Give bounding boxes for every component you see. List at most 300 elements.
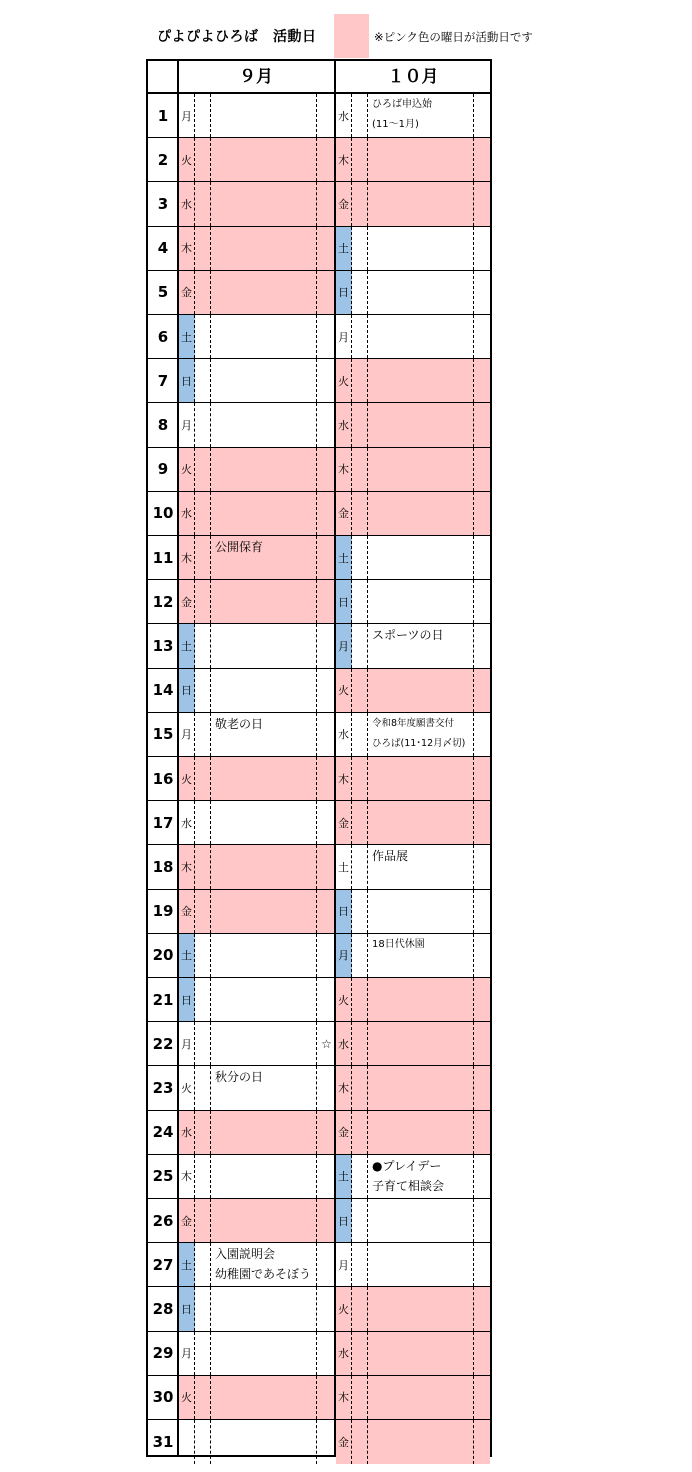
marker-cell <box>474 1287 490 1330</box>
event-cell <box>211 978 317 1021</box>
spacer-cell <box>352 669 368 712</box>
event-cell <box>368 624 474 667</box>
event-text: 18日代休園 <box>372 938 425 950</box>
event-cell <box>211 492 317 535</box>
spacer-cell <box>195 536 211 579</box>
day-row <box>148 757 490 801</box>
weekday-cell: 木 <box>179 536 195 579</box>
day-number: 22 <box>152 1034 174 1053</box>
marker-cell <box>474 227 490 270</box>
event-cell <box>211 182 317 225</box>
spacer-cell <box>195 580 211 623</box>
day-row <box>148 801 490 845</box>
spacer-cell <box>352 757 368 800</box>
column-divider <box>177 61 179 1455</box>
event-cell <box>211 624 317 667</box>
event-cell <box>211 1155 317 1198</box>
event-cell <box>211 757 317 800</box>
weekday-cell: 月 <box>179 403 195 446</box>
event-cell <box>211 1287 317 1330</box>
weekday-cell: 月 <box>179 1332 195 1375</box>
event-cell <box>368 138 474 181</box>
day-row <box>148 403 490 447</box>
day-row <box>148 1111 490 1155</box>
weekday-cell: 木 <box>336 1376 352 1419</box>
spacer-cell <box>352 801 368 844</box>
day-row <box>148 359 490 403</box>
event-cell <box>211 845 317 888</box>
spacer-cell <box>352 448 368 491</box>
event-cell <box>211 315 317 358</box>
event-cell <box>368 580 474 623</box>
weekday-cell: 水 <box>179 1111 195 1154</box>
day-row <box>148 1420 490 1464</box>
marker-cell <box>474 1243 490 1286</box>
spacer-cell <box>195 403 211 446</box>
spacer-cell <box>195 1287 211 1330</box>
spacer-cell <box>352 1111 368 1154</box>
day-number: 3 <box>157 194 169 213</box>
weekday-cell: 月 <box>179 713 195 756</box>
weekday-cell: 日 <box>179 978 195 1021</box>
spacer-cell <box>195 757 211 800</box>
event-cell <box>368 182 474 225</box>
spacer-cell <box>195 1022 211 1065</box>
spacer-cell <box>195 801 211 844</box>
event-text: 作品展 <box>372 849 409 864</box>
weekday-cell: 金 <box>179 580 195 623</box>
event-cell <box>368 448 474 491</box>
day-row <box>148 624 490 668</box>
day-number: 27 <box>152 1255 174 1274</box>
spacer-cell <box>195 359 211 402</box>
day-number: 25 <box>152 1167 174 1186</box>
event-cell <box>211 1332 317 1375</box>
weekday-cell: 土 <box>179 934 195 977</box>
event-cell <box>368 801 474 844</box>
event-cell <box>368 845 474 888</box>
day-row <box>148 1022 490 1066</box>
spacer-cell <box>352 182 368 225</box>
day-row <box>148 182 490 226</box>
weekday-cell: 土 <box>336 227 352 270</box>
marker-cell <box>474 448 490 491</box>
day-row <box>148 536 490 580</box>
spacer-cell <box>195 1420 211 1464</box>
spacer-cell <box>352 403 368 446</box>
month-header-october: １０月 <box>387 67 439 87</box>
weekday-cell: 日 <box>179 359 195 402</box>
event-cell <box>368 94 474 137</box>
marker-cell <box>474 1155 490 1198</box>
spacer-cell <box>352 1022 368 1065</box>
weekday-cell: 火 <box>179 138 195 181</box>
event-cell <box>368 757 474 800</box>
weekday-cell: 土 <box>179 624 195 667</box>
event-cell <box>211 536 317 579</box>
event-text: スポーツの日 <box>372 628 444 643</box>
spacer-cell <box>352 890 368 933</box>
weekday-cell: 水 <box>179 492 195 535</box>
event-text: (11～1月) <box>372 119 419 130</box>
weekday-cell: 水 <box>336 1332 352 1375</box>
event-text: ひろば(11･12月〆切) <box>372 737 466 749</box>
spacer-cell <box>352 580 368 623</box>
day-row <box>148 1155 490 1199</box>
weekday-cell: 木 <box>336 1066 352 1109</box>
weekday-cell <box>179 1420 195 1464</box>
day-row <box>148 138 490 182</box>
event-cell <box>211 1243 317 1286</box>
event-cell <box>368 271 474 314</box>
spacer-cell <box>195 1376 211 1419</box>
spacer-cell <box>352 138 368 181</box>
event-cell <box>368 1332 474 1375</box>
weekday-cell: 日 <box>336 1199 352 1242</box>
weekday-cell: 木 <box>179 845 195 888</box>
event-cell <box>368 1111 474 1154</box>
weekday-cell: 金 <box>336 1111 352 1154</box>
weekday-cell: 火 <box>336 1287 352 1330</box>
spacer-cell <box>352 271 368 314</box>
day-row <box>148 1066 490 1110</box>
event-cell <box>368 1287 474 1330</box>
event-text: 入園説明会 <box>215 1247 276 1262</box>
calendar-header-row <box>148 61 490 94</box>
weekday-cell: 水 <box>336 713 352 756</box>
day-number: 6 <box>157 327 169 346</box>
event-cell <box>211 580 317 623</box>
day-row <box>148 669 490 713</box>
spacer-cell <box>195 94 211 137</box>
spacer-cell <box>195 934 211 977</box>
weekday-cell: 月 <box>336 934 352 977</box>
weekday-cell: 金 <box>179 1199 195 1242</box>
day-number: 20 <box>152 946 174 965</box>
event-cell <box>368 669 474 712</box>
marker-cell <box>474 580 490 623</box>
day-row <box>148 978 490 1022</box>
weekday-cell: 火 <box>179 448 195 491</box>
day-number: 2 <box>157 150 169 169</box>
marker-cell <box>474 1066 490 1109</box>
month-header-september: ９月 <box>239 67 273 87</box>
weekday-cell: 火 <box>336 669 352 712</box>
event-cell <box>368 1199 474 1242</box>
spacer-cell <box>195 890 211 933</box>
event-cell <box>368 1243 474 1286</box>
day-number: 30 <box>152 1388 174 1407</box>
event-cell <box>211 448 317 491</box>
day-number: 9 <box>157 460 169 479</box>
event-text: ●プレイデー <box>372 1158 442 1173</box>
spacer-cell <box>352 1243 368 1286</box>
spacer-cell <box>195 315 211 358</box>
day-row <box>148 492 490 536</box>
day-number: 8 <box>157 415 169 434</box>
marker-cell <box>474 1022 490 1065</box>
weekday-cell: 水 <box>179 182 195 225</box>
marker-cell <box>474 138 490 181</box>
day-number: 19 <box>152 902 174 921</box>
event-cell <box>211 227 317 270</box>
page-header <box>0 0 692 58</box>
weekday-cell: 木 <box>336 138 352 181</box>
day-number: 28 <box>152 1299 174 1318</box>
spacer-cell <box>352 536 368 579</box>
spacer-cell <box>352 94 368 137</box>
day-row <box>148 1287 490 1331</box>
marker-cell <box>474 890 490 933</box>
column-divider <box>334 61 336 1455</box>
day-row <box>148 1199 490 1243</box>
event-cell <box>211 934 317 977</box>
spacer-cell <box>195 448 211 491</box>
weekday-cell: 水 <box>336 94 352 137</box>
spacer-cell <box>195 1332 211 1375</box>
legend-note: ※ピンク色の曜日が活動日です <box>374 30 533 44</box>
event-cell <box>368 227 474 270</box>
marker-cell <box>474 359 490 402</box>
marker-cell <box>474 934 490 977</box>
spacer-cell <box>195 978 211 1021</box>
spacer-cell <box>352 713 368 756</box>
weekday-cell: 火 <box>336 978 352 1021</box>
day-number: 10 <box>152 504 174 523</box>
day-number: 16 <box>152 769 174 788</box>
event-cell <box>368 1420 474 1464</box>
marker-cell <box>474 978 490 1021</box>
marker-cell <box>474 94 490 137</box>
weekday-cell: 土 <box>336 845 352 888</box>
marker-cell <box>474 1420 490 1464</box>
spacer-cell <box>352 1199 368 1242</box>
weekday-cell: 日 <box>179 669 195 712</box>
spacer-cell <box>352 978 368 1021</box>
day-number: 12 <box>152 592 174 611</box>
event-text: 公開保育 <box>215 540 264 554</box>
event-cell <box>211 1111 317 1154</box>
spacer-cell <box>352 624 368 667</box>
spacer-cell <box>352 1376 368 1419</box>
day-number: 13 <box>152 636 174 655</box>
event-text: 令和8年度願書交付 <box>372 717 455 729</box>
spacer-cell <box>195 182 211 225</box>
spacer-cell <box>352 492 368 535</box>
marker-cell <box>474 1376 490 1419</box>
event-cell <box>211 1376 317 1419</box>
spacer-cell <box>195 624 211 667</box>
marker-cell <box>474 403 490 446</box>
day-row <box>148 94 490 138</box>
day-number: 18 <box>152 857 174 876</box>
event-cell <box>211 1199 317 1242</box>
day-number: 31 <box>152 1433 174 1452</box>
event-cell <box>368 890 474 933</box>
spacer-cell <box>195 1111 211 1154</box>
event-cell <box>211 359 317 402</box>
day-row <box>148 1332 490 1376</box>
weekday-cell: 水 <box>179 801 195 844</box>
spacer-cell <box>352 1332 368 1375</box>
day-row <box>148 271 490 315</box>
event-cell <box>211 403 317 446</box>
marker-cell <box>474 757 490 800</box>
weekday-cell: 金 <box>336 492 352 535</box>
spacer-cell <box>352 1420 368 1464</box>
event-cell <box>368 492 474 535</box>
event-cell <box>368 315 474 358</box>
day-row <box>148 580 490 624</box>
marker-cell <box>474 492 490 535</box>
spacer-cell <box>195 845 211 888</box>
day-number: 26 <box>152 1211 174 1230</box>
weekday-cell: 日 <box>336 580 352 623</box>
day-row <box>148 713 490 757</box>
spacer-cell <box>195 492 211 535</box>
weekday-cell: 水 <box>336 1022 352 1065</box>
event-text: ひろば申込始 <box>372 99 432 110</box>
marker-cell <box>474 624 490 667</box>
weekday-cell: 木 <box>336 757 352 800</box>
day-number: 11 <box>152 548 174 567</box>
weekday-cell: 水 <box>336 403 352 446</box>
day-number: 15 <box>152 725 174 744</box>
day-number: 14 <box>152 681 174 700</box>
spacer-cell <box>195 669 211 712</box>
event-cell <box>368 978 474 1021</box>
event-cell <box>368 713 474 756</box>
spacer-cell <box>352 845 368 888</box>
weekday-cell: 火 <box>336 359 352 402</box>
event-cell <box>368 934 474 977</box>
day-number: 5 <box>157 283 169 302</box>
event-cell <box>211 94 317 137</box>
page-title: ぴよぴよひろば 活動日 <box>157 29 317 45</box>
marker-cell <box>474 1199 490 1242</box>
marker-cell <box>474 669 490 712</box>
activity-calendar <box>146 59 492 1457</box>
day-row <box>148 227 490 271</box>
weekday-cell: 金 <box>336 801 352 844</box>
day-number: 23 <box>152 1078 174 1097</box>
day-row <box>148 448 490 492</box>
spacer-cell <box>352 1287 368 1330</box>
marker-cell <box>474 1111 490 1154</box>
day-number: 24 <box>152 1123 174 1142</box>
event-cell <box>211 890 317 933</box>
weekday-cell: 日 <box>336 271 352 314</box>
event-cell <box>211 801 317 844</box>
spacer-cell <box>352 934 368 977</box>
event-cell <box>368 1022 474 1065</box>
marker-cell <box>474 1332 490 1375</box>
event-text: 敬老の日 <box>215 716 264 731</box>
event-cell <box>368 1066 474 1109</box>
weekday-cell: 火 <box>179 1376 195 1419</box>
star-icon: ☆ <box>321 1036 332 1051</box>
weekday-cell: 金 <box>336 182 352 225</box>
event-cell <box>211 713 317 756</box>
event-cell <box>211 1066 317 1109</box>
weekday-cell: 金 <box>179 271 195 314</box>
weekday-cell: 木 <box>336 448 352 491</box>
weekday-cell: 土 <box>179 1243 195 1286</box>
spacer-cell <box>352 315 368 358</box>
marker-cell <box>474 713 490 756</box>
day-number: 4 <box>157 239 169 258</box>
weekday-cell: 月 <box>336 1243 352 1286</box>
weekday-cell: 土 <box>336 1155 352 1198</box>
day-number: 1 <box>157 106 169 125</box>
event-cell <box>368 536 474 579</box>
weekday-cell: 月 <box>179 1022 195 1065</box>
event-text: 子育て相談会 <box>372 1178 445 1193</box>
weekday-cell: 木 <box>179 1155 195 1198</box>
event-cell <box>368 1376 474 1419</box>
spacer-cell <box>352 227 368 270</box>
weekday-cell: 火 <box>179 1066 195 1109</box>
spacer-cell <box>195 1243 211 1286</box>
event-cell <box>211 1022 317 1065</box>
marker-cell <box>474 182 490 225</box>
event-cell <box>211 138 317 181</box>
weekday-cell: 金 <box>179 890 195 933</box>
day-number: 29 <box>152 1344 174 1363</box>
event-cell <box>211 669 317 712</box>
spacer-cell <box>352 1155 368 1198</box>
marker-cell <box>474 271 490 314</box>
event-cell <box>368 359 474 402</box>
spacer-cell <box>195 1199 211 1242</box>
spacer-cell <box>195 713 211 756</box>
day-number: 21 <box>152 990 174 1009</box>
event-cell <box>211 271 317 314</box>
day-row <box>148 934 490 978</box>
day-number: 7 <box>157 371 169 390</box>
spacer-cell <box>352 1066 368 1109</box>
day-number: 17 <box>152 813 174 832</box>
spacer-cell <box>352 359 368 402</box>
day-row <box>148 845 490 889</box>
marker-cell <box>474 845 490 888</box>
weekday-cell: 日 <box>179 1287 195 1330</box>
weekday-cell: 木 <box>179 227 195 270</box>
event-text: 幼稚園であそぼう <box>215 1267 312 1282</box>
weekday-cell: 土 <box>336 536 352 579</box>
weekday-cell: 土 <box>179 315 195 358</box>
spacer-cell <box>195 227 211 270</box>
weekday-cell: 日 <box>336 890 352 933</box>
spacer-cell <box>195 1066 211 1109</box>
spacer-cell <box>195 271 211 314</box>
spacer-cell <box>195 138 211 181</box>
event-cell <box>368 1155 474 1198</box>
weekday-cell: 金 <box>336 1420 352 1464</box>
legend-swatch <box>334 14 369 58</box>
weekday-cell: 月 <box>336 624 352 667</box>
day-row <box>148 1376 490 1420</box>
spacer-cell <box>195 1155 211 1198</box>
day-row <box>148 315 490 359</box>
marker-cell <box>474 536 490 579</box>
weekday-cell: 月 <box>336 315 352 358</box>
weekday-cell: 月 <box>179 94 195 137</box>
weekday-cell: 火 <box>179 757 195 800</box>
day-row <box>148 1243 490 1287</box>
event-cell <box>368 403 474 446</box>
marker-cell <box>474 315 490 358</box>
